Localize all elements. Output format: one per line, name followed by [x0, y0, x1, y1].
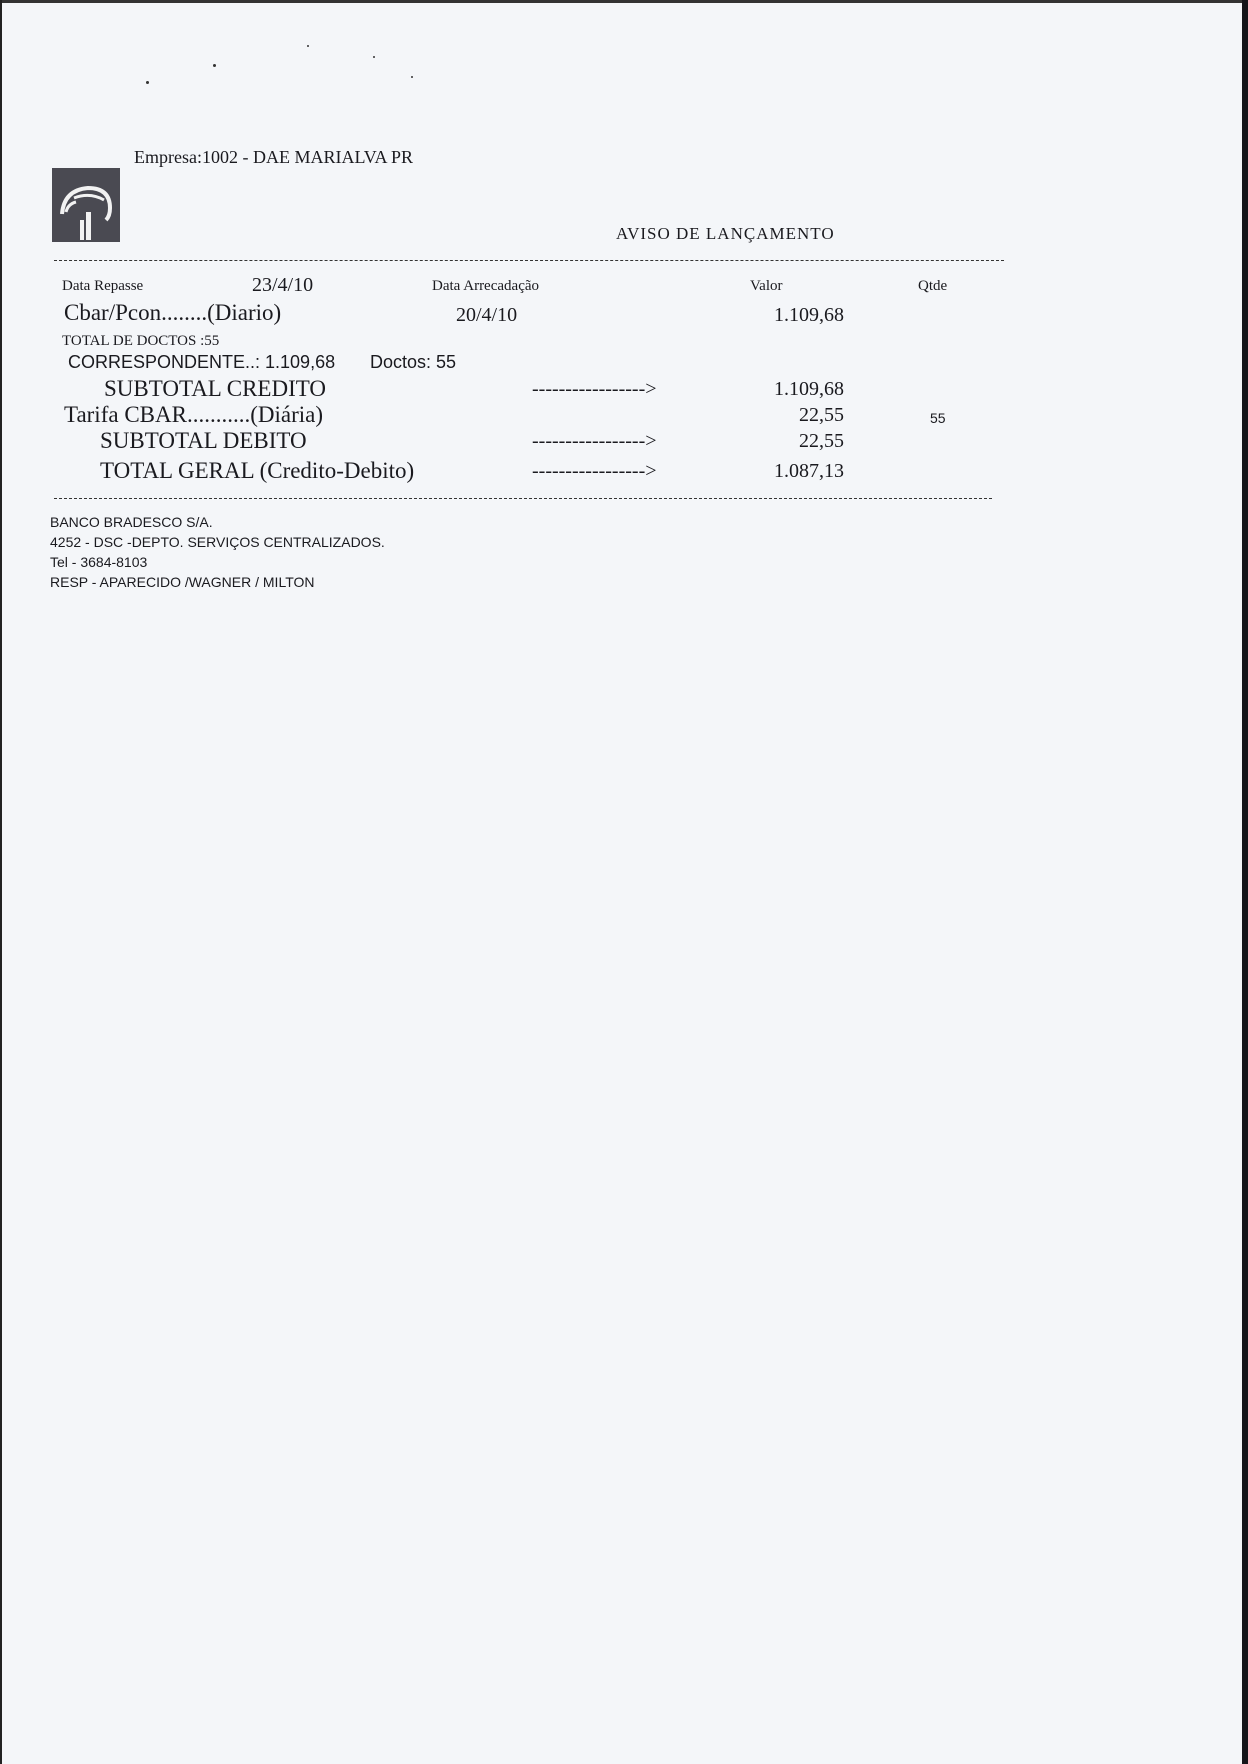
correspondente-line: CORRESPONDENTE..: 1.109,68 — [68, 352, 336, 372]
total-geral-value: 1.087,13 — [774, 460, 844, 482]
subtotal-credito-value: 1.109,68 — [774, 378, 844, 400]
qtde-column-header: Qtde — [918, 278, 948, 294]
data-repasse-value: 23/4/10 — [252, 274, 314, 296]
cbar-row-date: 20/4/10 — [456, 304, 518, 326]
subtotal-debito-value: 22,55 — [799, 430, 844, 452]
doctos-count: Doctos: 55 — [370, 352, 457, 372]
top-dashed-divider — [54, 260, 1004, 261]
total-docs-line: TOTAL DE DOCTOS :55 — [62, 333, 220, 349]
footer-dept: 4252 - DSC -DEPTO. SERVIÇOS CENTRALIZADOS. — [50, 534, 385, 550]
scan-speck — [307, 45, 309, 47]
bottom-dashed-divider — [54, 498, 992, 499]
page-edge-left — [0, 0, 2, 1764]
page-edge-top — [0, 0, 1248, 3]
footer-phone: Tel - 3684-8103 — [50, 554, 148, 570]
bank-logo-icon — [52, 168, 120, 242]
cbar-row-label: Cbar/Pcon........(Diario) — [64, 300, 282, 325]
subtotal-debito-arrow: -----------------> — [532, 430, 657, 452]
footer-bank: BANCO BRADESCO S/A. — [50, 514, 213, 530]
valor-column-header: Valor — [750, 278, 783, 294]
total-geral-arrow: -----------------> — [532, 460, 657, 482]
subtotal-credito-arrow: -----------------> — [532, 378, 657, 400]
scan-speck — [411, 76, 413, 78]
tarifa-row-label: Tarifa CBAR...........(Diária) — [64, 402, 323, 427]
company-heading: Empresa:1002 - DAE MARIALVA PR — [134, 147, 414, 167]
data-repasse-label: Data Repasse — [62, 278, 144, 294]
cbar-row-value: 1.109,68 — [774, 304, 844, 326]
subtotal-debito-label: SUBTOTAL DEBITO — [100, 428, 307, 453]
page-edge-right — [1242, 0, 1248, 1764]
tarifa-row-qtde: 55 — [930, 410, 946, 426]
notice-title: AVISO DE LANÇAMENTO — [616, 224, 835, 243]
footer-resp: RESP - APARECIDO /WAGNER / MILTON — [50, 574, 315, 590]
data-arrecadacao-label: Data Arrecadação — [432, 278, 540, 294]
scan-speck — [146, 81, 149, 84]
subtotal-credito-label: SUBTOTAL CREDITO — [104, 376, 326, 401]
total-geral-label: TOTAL GERAL (Credito-Debito) — [100, 458, 415, 483]
tarifa-row-value: 22,55 — [799, 404, 844, 426]
scan-speck — [213, 64, 216, 67]
scan-speck — [373, 56, 375, 58]
